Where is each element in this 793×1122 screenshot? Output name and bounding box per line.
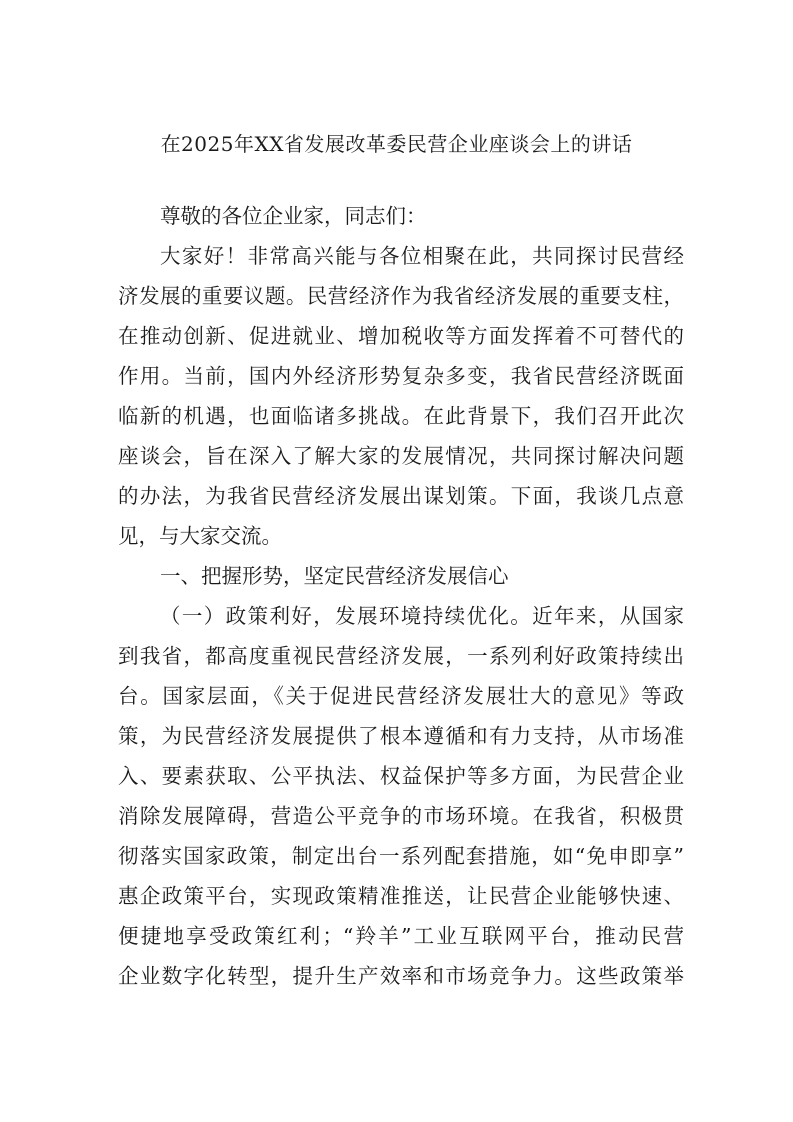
paragraph-line: 座谈会，旨在深入了解大家的发展情况，共同探讨解决问题 [118,444,684,468]
paragraph-line: 济发展的重要议题。民营经济作为我省经济发展的重要支柱， [118,284,684,308]
document-title: 在2025年XX省发展改革委民营企业座谈会上的讲话 [160,132,633,156]
salutation: 尊敬的各位企业家，同志们： [160,204,427,228]
paragraph-line: 惠企政策平台，实现政策精准推送，让民营企业能够快速、 [118,884,684,908]
document-body [118,196,684,996]
paragraph-line: 在推动创新、促进就业、增加税收等方面发挥着不可替代的 [118,324,684,348]
paragraph-line: 作用。当前，国内外经济形势复杂多变，我省民营经济既面 [118,364,684,388]
paragraph-line: 台。国家层面，《关于促进民营经济发展壮大的意见》等政 [118,684,684,708]
paragraph-line: 到我省，都高度重视民营经济发展，一系列利好政策持续出 [118,644,684,668]
paragraph-line: 见，与大家交流。 [118,524,282,548]
paragraph-line: 企业数字化转型，提升生产效率和市场竞争力。这些政策举 [118,964,684,988]
paragraph-line: 便捷地享受政策红利；“羚羊”工业互联网平台，推动民营 [118,924,684,948]
paragraph-line: 消除发展障碍，营造公平竞争的市场环境。在我省，积极贯 [118,804,684,828]
section-heading: 一、把握形势，坚定民营经济发展信心 [160,564,509,588]
paragraph-line: 临新的机遇，也面临诸多挑战。在此背景下，我们召开此次 [118,404,684,428]
paragraph-line: 入、要素获取、公平执法、权益保护等多方面，为民营企业 [118,764,684,788]
paragraph-line: 大家好！非常高兴能与各位相聚在此，共同探讨民营经 [160,244,684,268]
paragraph-line: 策，为民营经济发展提供了根本遵循和有力支持，从市场准 [118,724,684,748]
paragraph-line: 的办法，为我省民营经济发展出谋划策。下面，我谈几点意 [118,484,684,508]
paragraph-line: （一）政策利好，发展环境持续优化。近年来，从国家 [160,604,684,628]
paragraph-line: 彻落实国家政策，制定出台一系列配套措施，如“免申即享” [118,844,684,868]
